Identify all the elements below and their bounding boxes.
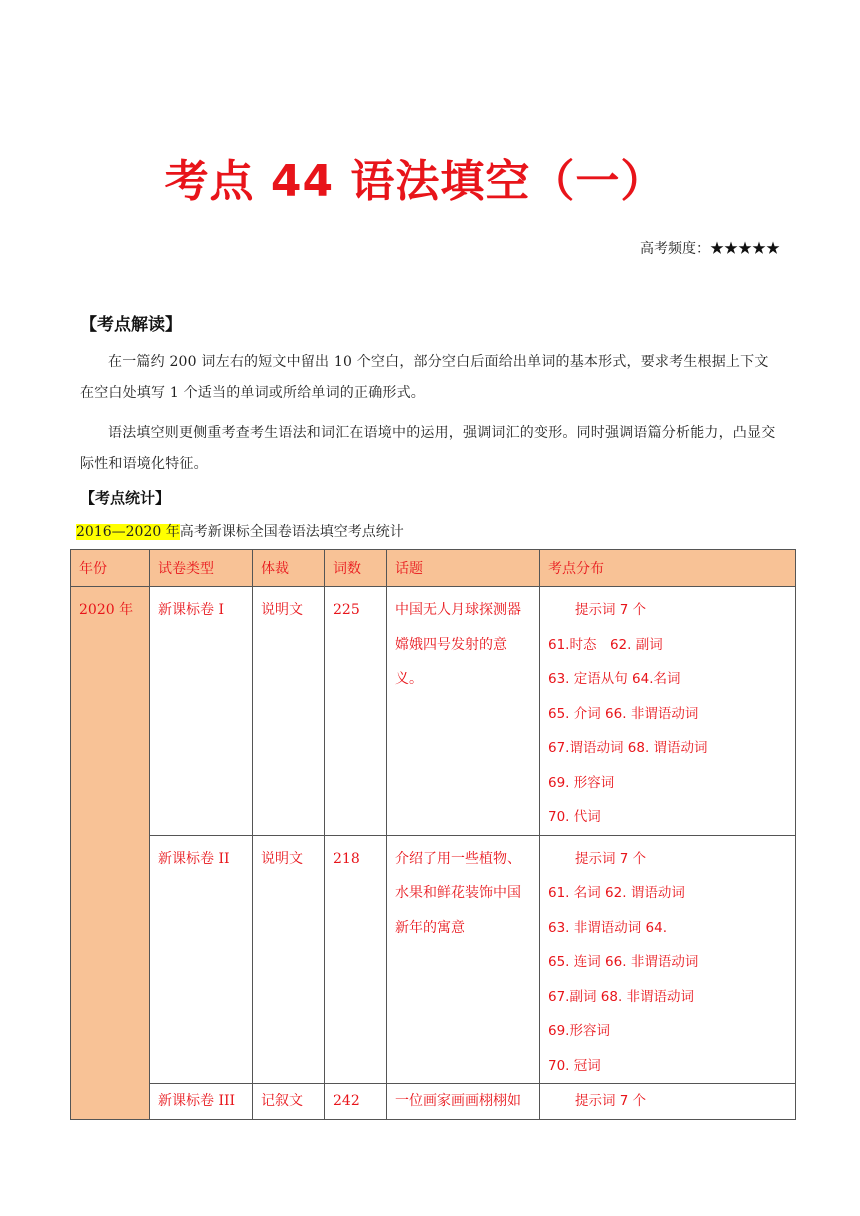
distribution-line: 61. 名词 62. 谓语动词 <box>548 885 685 901</box>
distribution-line: 67.副词 68. 非谓语动词 <box>548 988 695 1005</box>
caption-highlight: 2016—2020 年 <box>76 524 180 540</box>
year-cell <box>71 587 150 1120</box>
statistics-table <box>70 549 796 1120</box>
distribution-line: 65. 介词 66. 非谓语动词 <box>548 705 699 722</box>
topic-cell: 中国无人月球探测器嫦娥四号发射的意义。 <box>387 587 540 836</box>
header-distribution: 考点分布 <box>540 550 796 587</box>
distribution-line: 提示词 7 个 <box>548 602 647 618</box>
paper-cell: 新课标卷 III <box>150 1084 253 1120</box>
header-year: 年份 <box>71 550 150 587</box>
interpretation-paragraph-2: 语法填空则更侧重考查考生语法和词汇在语境中的运用，强调词汇的变形。同时强调语篇分析能力，凸显交际性和语境化特征。 <box>80 425 776 472</box>
section-heading-statistics: 【考点统计】 <box>80 489 171 507</box>
frequency-label: 高考频度： <box>640 241 710 257</box>
frequency-stars: ★★★★★ <box>710 241 780 257</box>
header-genre: 体裁 <box>253 550 325 587</box>
topic-cell: 一位画家画画栩栩如 <box>387 1084 540 1120</box>
year-value: 2020 年 <box>79 602 134 618</box>
distribution-line: 69.形容词 <box>548 1023 610 1039</box>
paper-cell: 新课标卷 II <box>150 835 253 1084</box>
distribution-line: 提示词 7 个 <box>548 850 647 867</box>
words-cell: 225 <box>325 587 387 836</box>
distribution-line: 69. 形容词 <box>548 774 615 791</box>
statistics-caption <box>76 521 404 541</box>
distribution-line: 63. 定语从句 64.名词 <box>548 671 681 687</box>
words-cell: 218 <box>325 835 387 1084</box>
topic-cell: 介绍了用一些植物、水果和鲜花装饰中国新年的寓意 <box>387 835 540 1084</box>
page-title: 考点 44 语法填空（一） <box>164 156 666 207</box>
table-row <box>71 1084 796 1120</box>
distribution-line: 提示词 7 个 <box>548 1093 647 1109</box>
interpretation-paragraph-1: 在一篇约 200 词左右的短文中留出 10 个空白，部分空白后面给出单词的基本形式，要求考生根据上下文在空白处填写 1 个适当的单词或所给单词的正确形式。 <box>80 354 769 401</box>
genre-cell: 说明文 <box>253 587 325 836</box>
distribution-line: 63. 非谓语动词 64. <box>548 919 668 936</box>
words-cell: 242 <box>325 1084 387 1120</box>
section-heading-interpretation: 【考点解读】 <box>80 315 182 335</box>
genre-cell: 说明文 <box>253 835 325 1084</box>
distribution-cell <box>540 835 796 1084</box>
frequency-rating <box>640 238 780 258</box>
distribution-line: 70. 代词 <box>548 809 601 825</box>
header-paper-type: 试卷类型 <box>150 550 253 587</box>
header-word-count: 词数 <box>325 550 387 587</box>
genre-cell: 记叙文 <box>253 1084 325 1120</box>
header-topic: 话题 <box>387 550 540 587</box>
caption-text: 高考新课标全国卷语法填空考点统计 <box>179 524 404 540</box>
distribution-line: 67.谓语动词 68. 谓语动词 <box>548 740 708 756</box>
distribution-line: 65. 连词 66. 非谓语动词 <box>548 954 699 970</box>
distribution-line: 70. 冠词 <box>548 1057 601 1074</box>
distribution-cell <box>540 587 796 836</box>
distribution-line: 61.时态 62. 副词 <box>548 636 663 653</box>
table-header-row <box>71 550 796 587</box>
table-row <box>71 587 796 836</box>
paper-cell: 新课标卷 I <box>150 587 253 836</box>
table-row <box>71 835 796 1084</box>
distribution-cell <box>540 1084 796 1120</box>
